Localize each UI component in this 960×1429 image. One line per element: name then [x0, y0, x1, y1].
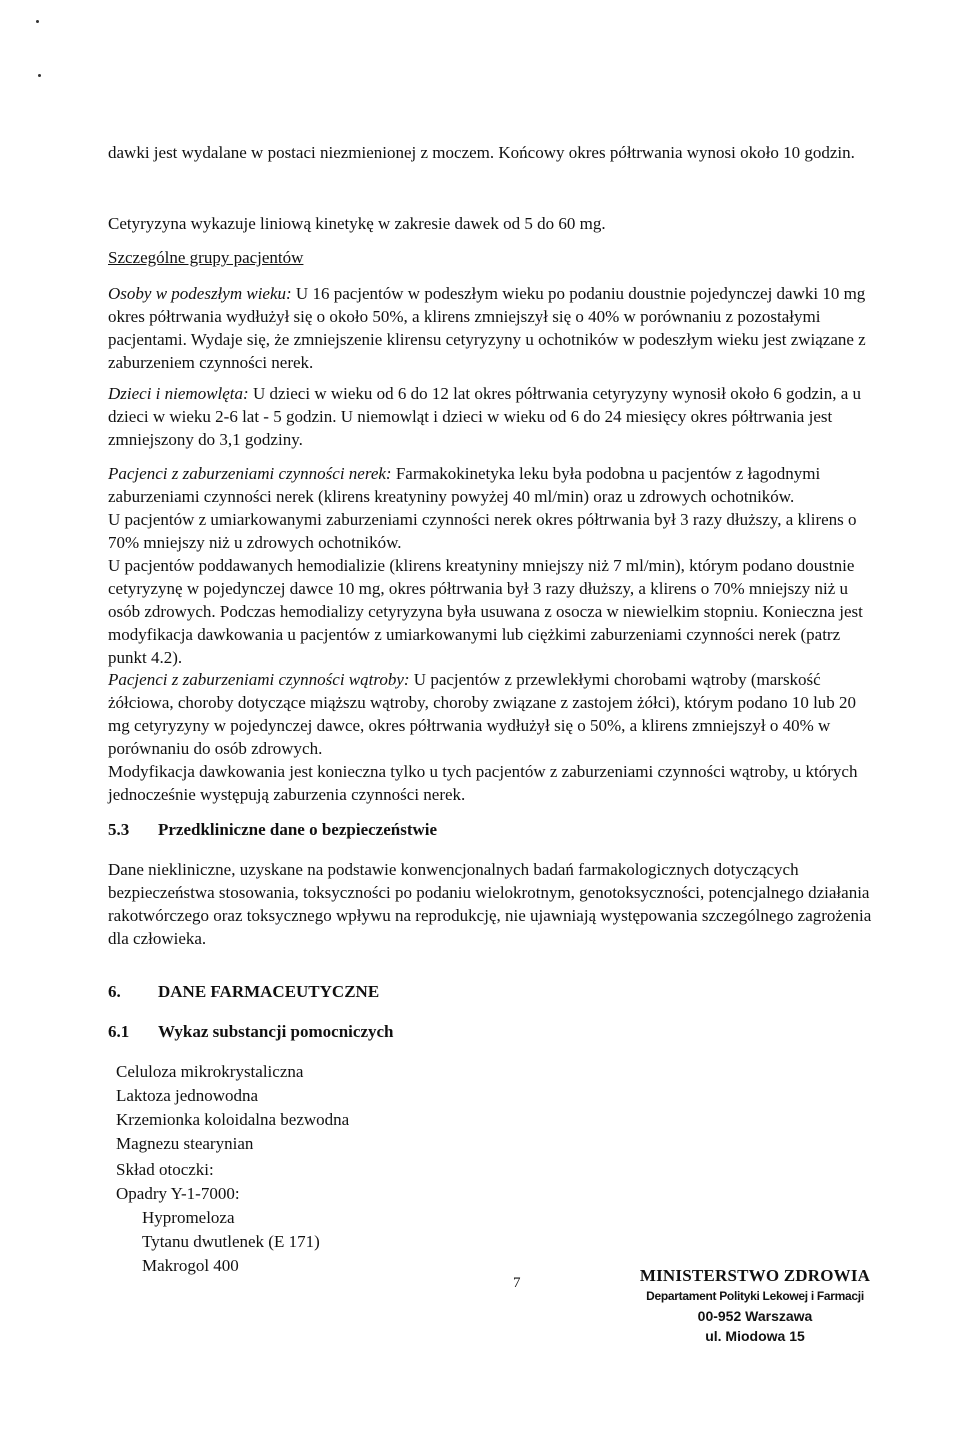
liver-lead: Pacjenci z zaburzeniami czynności wątroby: [108, 670, 410, 689]
ministry-stamp [630, 1266, 880, 1346]
page-number: 7 [513, 1275, 521, 1291]
stamp-line-2: Departament Polityki Lekowej i Farmacji [646, 1289, 864, 1303]
renal-text-2: U pacjentów z umiarkowanymi zaburzeniami czynności nerek okres półtrwania był 3 razy dłuższy, a klirens o 70% mniejszy niż u zdrowych ochotników. [108, 510, 857, 552]
liver-paragraph [108, 668, 878, 806]
special-groups-title: Szczególne grupy pacjentów [108, 248, 304, 267]
stamp-line-3: 00-952 Warszawa [697, 1308, 813, 1324]
coating-list [116, 1158, 240, 1206]
scan-speck [36, 20, 39, 23]
list-item: Makrogol 400 [142, 1256, 239, 1275]
list-item: Tytanu dwutlenek (E 171) [142, 1232, 320, 1251]
section-title: Przedkliniczne dane o bezpieczeństwie [158, 820, 438, 839]
section-5-3-heading [108, 818, 437, 841]
list-item: Laktoza jednowodna [116, 1086, 259, 1105]
intro-linearity [108, 212, 878, 235]
scan-speck [38, 74, 41, 77]
elderly-lead: Osoby w podeszłym wieku: [108, 284, 292, 303]
coating-name: Opadry Y-1-7000: [116, 1184, 240, 1203]
stamp-line-1: MINISTERSTWO ZDROWIA [639, 1266, 871, 1285]
intro-line-1: dawki jest wydalane w postaci niezmienionej z moczem. Końcowy okres półtrwania wynosi około 10 godzin. [108, 143, 855, 162]
linearity-text: Cetyryzyna wykazuje liniową kinetykę w zakresie dawek od 5 do 60 mg. [108, 214, 606, 233]
intro-paragraph [108, 141, 878, 164]
stamp-line-4: ul. Miodowa 15 [705, 1328, 805, 1344]
section-6-heading [108, 980, 379, 1003]
list-item: Celuloza mikrokrystaliczna [116, 1062, 304, 1081]
excipients-list [116, 1060, 349, 1156]
special-groups-heading [108, 246, 878, 269]
coating-items-list [142, 1206, 320, 1278]
children-paragraph [108, 382, 878, 451]
renal-lead: Pacjenci z zaburzeniami czynności nerek: [108, 464, 392, 483]
children-text: U dzieci w wieku od 6 do 12 lat okres półtrwania cetyryzyny wynosił około 6 godzin, a u dzieci w wieku 2-6 lat - 5 godzin. U niemowląt i dzieci w wieku od 6 do 24 miesięcy okres półtrwania jest zmniejszony do 3,1 godziny. [108, 384, 862, 449]
elderly-text: U 16 pacjentów w podeszłym wieku po podaniu doustnie pojedynczej dawki 10 mg okres półtrwania wydłużył się o około 50%, a klirens zmniejszył się o 40% w porównaniu z pozostałymi pacjentami. Wydaje się, że zmniejszenie klirensu cetyryzyny u ochotników w podeszłym wieku jest związane z zaburzeniem czynności nerek. [108, 284, 866, 372]
list-item: Krzemionka koloidalna bezwodna [116, 1110, 350, 1129]
renal-text-3: U pacjentów poddawanych hemodializie (klirens kreatyniny mniejszy niż 7 ml/min), którym podano doustnie cetyryzynę w pojedynczej dawce 10 mg, okres półtrwania był 3 razy dłuższy, a klirens o 70% mniejszy niż u osób zdrowych. Podczas hemodializy cetyryzyna była usuwana z osocza w niewielkim stopniu. Konieczna jest modyfikacja dawkowania u pacjentów z umiarkowanymi lub ciężkimi zaburzeniami czynności nerek (patrz punkt 4.2). [108, 556, 863, 667]
section-title: DANE FARMACEUTYCZNE [158, 982, 380, 1001]
children-lead: Dzieci i niemowlęta: [108, 384, 249, 403]
section-6-1-heading [108, 1020, 394, 1043]
list-item: Magnezu stearynian [116, 1134, 254, 1153]
elderly-paragraph [108, 282, 878, 374]
liver-text-1: U pacjentów z przewlekłymi chorobami wątroby (marskość żółciowa, choroby dotyczące miąższu wątroby, choroby związane z zastojem żółci), którym podano 10 lub 20 mg cetyryzyny w pojedynczej dawce, okres półtrwania wydłużył się o 50%, a klirens zmniejszył o 40% w porównaniu do osób zdrowych. [108, 670, 857, 758]
liver-text-2: Modyfikacja dawkowania jest konieczna tylko u tych pacjentów z zaburzeniami czynności wątroby, u których jednocześnie występują zaburzenia czynności nerek. [108, 762, 858, 804]
preclinical-text: Dane niekliniczne, uzyskane na podstawie konwencjonalnych badań farmakologicznych dotyczących bezpieczeństwa stosowania, toksyczności po podaniu wielokrotnym, genotoksyczności, potencjalnego działania rakotwórczego oraz toksycznego wpływu na reprodukcję, nie ujawniają występowania szczególnego zagrożenia dla człowieka. [108, 860, 872, 948]
list-item: Hypromeloza [142, 1208, 235, 1227]
section-number: 6. [108, 982, 121, 1001]
renal-text-1: Farmakokinetyka leku była podobna u pacjentów z łagodnymi zaburzeniami czynności nerek (klirens kreatyniny powyżej 40 ml/min) oraz u zdrowych ochotników. [108, 464, 821, 506]
preclinical-paragraph [108, 858, 878, 950]
section-title: Wykaz substancji pomocniczych [158, 1022, 394, 1041]
section-number: 6.1 [108, 1022, 130, 1041]
renal-paragraph [108, 462, 878, 669]
section-number: 5.3 [108, 820, 130, 839]
coating-label: Skład otoczki: [116, 1160, 214, 1179]
